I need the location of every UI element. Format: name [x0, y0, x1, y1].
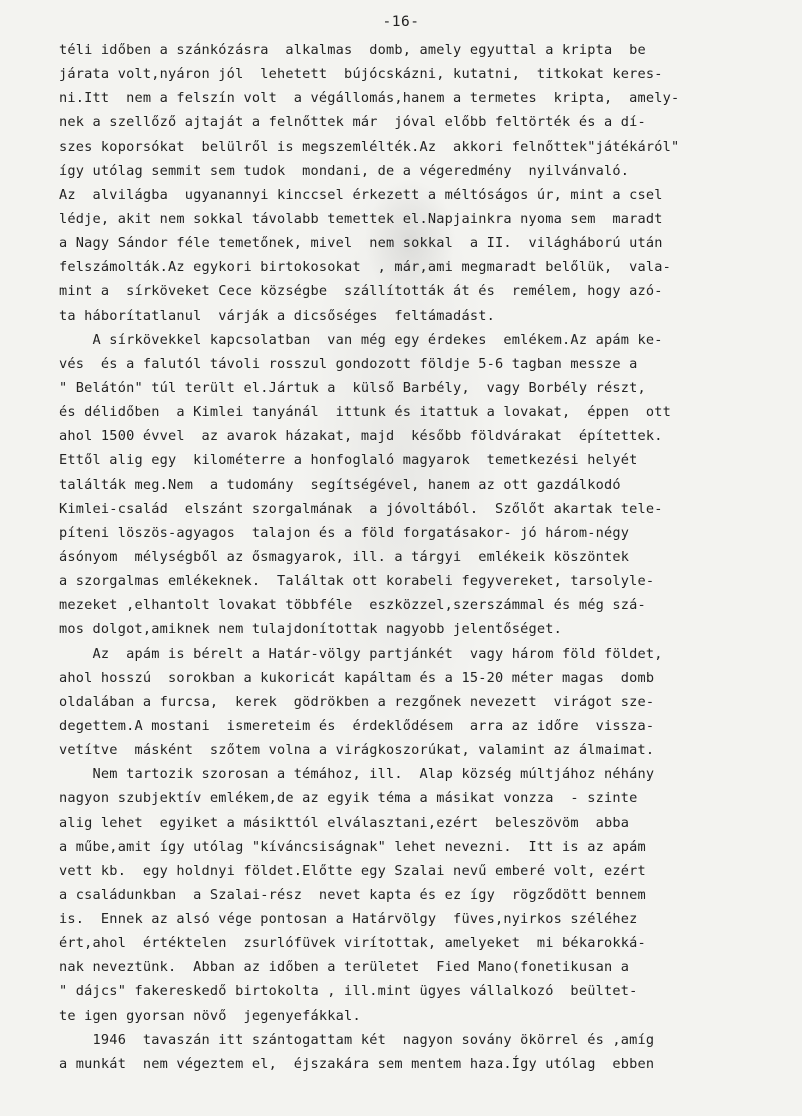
text-line: alig lehet egyiket a másikttól elválasztani,ezért beleszövöm abba: [59, 814, 630, 831]
text-line: a Nagy Sándor féle temetőnek, mivel nem sokkal a II. világháború után: [59, 235, 663, 252]
text-line: ahol 1500 évvel az avarok házakat, majd később földvárakat építettek.: [59, 428, 663, 445]
text-line: mezeket ,elhantolt lovakat többféle eszközzel,szerszámmal és még szá-: [59, 597, 646, 614]
text-line: vett kb. egy holdnyi földet.Előtte egy Szalai nevű emberé volt, ezért: [59, 862, 646, 879]
text-line: járata volt,nyáron jól lehetett bújócskázni, kutatni, titkokat keres-: [59, 66, 663, 83]
text-line: mint a sírköveket Cece községbe szállították át és remélem, hogy azó-: [59, 283, 663, 300]
text-line: te igen gyorsan növő jegenyefákkal.: [59, 1007, 361, 1024]
text-line: lédje, akit nem sokkal távolabb temettek el.Napjainkra nyoma sem maradt: [59, 210, 663, 227]
text-line: téli időben a szánkózásra alkalmas domb, amely egyuttal a kripta be: [59, 42, 646, 58]
text-line: Kimlei-család elszánt szorgalmának a jóvoltából. Szőlőt akartak tele-: [59, 500, 663, 517]
text-line: Az apám is bérelt a Határ-völgy partjánkét vagy három föld földet,: [59, 645, 663, 662]
text-line: ahol hosszú sorokban a kukoricát kapáltam és a 15-20 méter magas domb: [59, 669, 655, 686]
text-line: találták meg.Nem a tudomány segítségével, hanem az ott gazdálkodó: [59, 476, 621, 493]
text-line: A sírkövekkel kapcsolatban van még egy érdekes emlékem.Az apám ke-: [59, 331, 663, 348]
text-line: így utólag semmit sem tudok mondani, de a végeredmény nyilvánvaló.: [59, 162, 630, 179]
text-line: vetítve másként szőtem volna a virágkoszorúkat, valamint az álmaimat.: [59, 742, 655, 759]
text-line: és délidőben a Kimlei tanyánál ittunk és itattuk a lovakat, éppen ott: [59, 404, 672, 421]
text-line: ért,ahol értéktelen zsurlófüvek virítottak, amelyeket mi békarokká-: [59, 935, 646, 952]
text-line: felszámolták.Az egykori birtokosokat , már,ami megmaradt belőlük, vala-: [59, 259, 672, 276]
text-line: szes koporsókat belülről is megszemlélték.Az akkori felnőttek"játékáról": [59, 138, 680, 155]
body-text: [59, 38, 789, 1076]
text-line: mos dolgot,amiknek nem tulajdonítottak nagyobb jelentőséget.: [59, 621, 563, 638]
page-number: -16-: [382, 14, 420, 30]
text-line: nagyon szubjektív emlékem,de az egyik téma a másikat vonzza - szinte: [59, 790, 638, 807]
text-line: " dájcs" fakereskedő birtokolta , ill.mint ügyes vállalkozó beültet-: [59, 983, 638, 1000]
text-line: oldalában a furcsa, kerek gödrökben a rezgőnek nevezett virágot sze-: [59, 693, 655, 710]
text-line: vés és a falutól távoli rosszul gondozott földje 5-6 tagban messze a: [59, 355, 638, 372]
text-line: a műbe,amit így utólag "kíváncsiságnak" lehet nevezni. Itt is az apám: [59, 838, 646, 855]
text-line: ni.Itt nem a felszín volt a végállomás,hanem a termetes kripta, amely-: [59, 90, 680, 107]
text-line: a munkát nem végeztem el, éjszakára sem mentem haza.Így utólag ebben: [59, 1055, 655, 1072]
text-line: a családunkban a Szalai-rész nevet kapta és ez így rögződött bennem: [59, 886, 646, 903]
text-line: píteni löszös-agyagos talajon és a föld forgatásakor- jó három-négy: [59, 524, 630, 541]
text-line: Az alvilágba ugyanannyi kinccsel érkezett a méltóságos úr, mint a csel: [59, 186, 663, 203]
text-line: a szorgalmas emlékeknek. Találtak ott korabeli fegyvereket, tarsolyle-: [59, 573, 655, 590]
text-line: 1946 tavaszán itt szántogattam két nagyon sovány ökörrel és ,amíg: [59, 1031, 655, 1048]
text-line: " Belátón" túl terült el.Jártuk a külső Barbély, vagy Borbély részt,: [59, 379, 646, 396]
text-line: Ettől alig egy kilométerre a honfoglaló magyarok temetkezési helyét: [59, 452, 638, 469]
text-line: nek a szellőző ajtaját a felnőttek már jóval előbb feltörték és a dí-: [59, 114, 646, 131]
text-line: degettem.A mostani ismereteim és érdeklődésem arra az időre vissza-: [59, 717, 655, 734]
text-line: ta háborítatlanul várják a dicsőséges feltámadást.: [59, 307, 495, 324]
text-line: nak neveztünk. Abban az időben a területet Fied Mano(fonetikusan a: [59, 959, 630, 976]
text-line: Nem tartozik szorosan a témához, ill. Alap község múltjához néhány: [59, 766, 655, 783]
text-line: is. Ennek az alsó vége pontosan a Határvölgy füves,nyirkos széléhez: [59, 911, 638, 928]
text-line: ásónyom mélységből az ősmagyarok, ill. a tárgyi emlékeik köszöntek: [59, 548, 630, 565]
